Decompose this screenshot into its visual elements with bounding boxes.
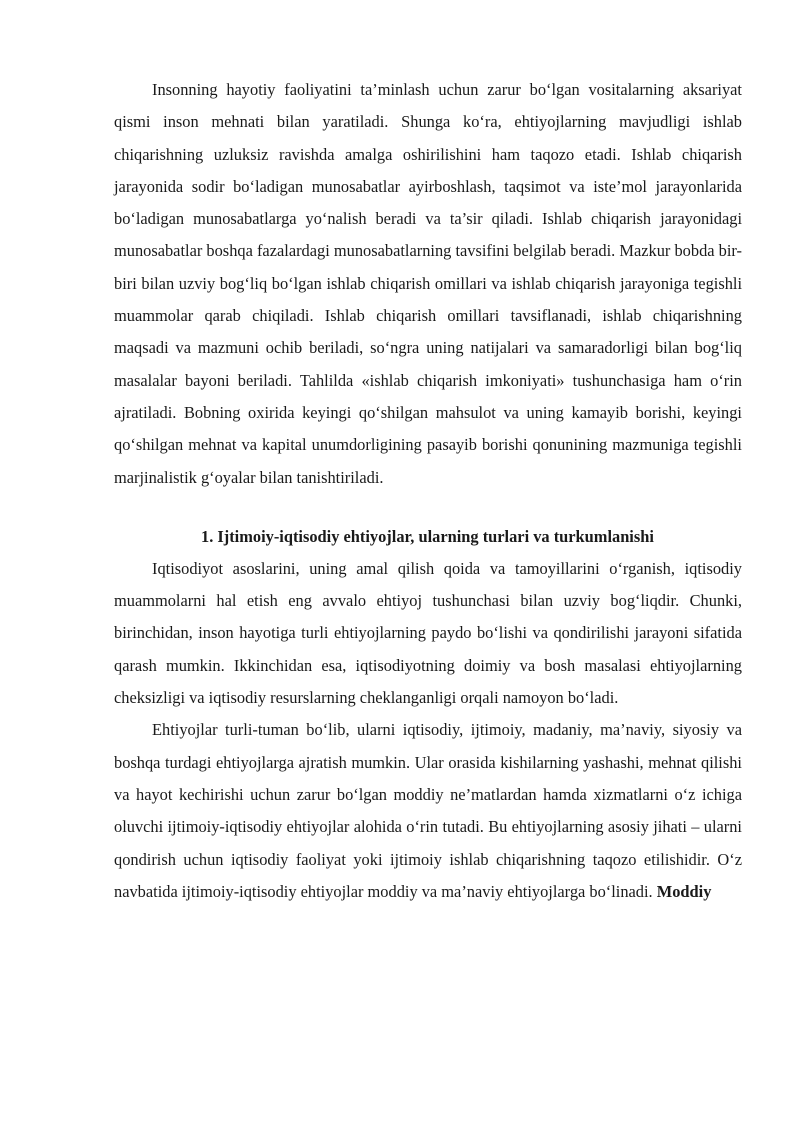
- section-heading: 1. Ijtimoiy-iqtisodiy ehtiyojlar, ularning turlari va turkumlanishi: [201, 526, 654, 546]
- bold-term-moddiy: Moddiy: [656, 881, 712, 901]
- body-paragraph-needs-definition: Iqtisodiyot asoslarini, uning amal qilish qoida va tamoyillarini o‘rganish, iqtisodiy muammolarni hal etish eng avvalo ehtiyoj tushunchasi bilan uzviy bog‘liqdir. Chunki, birinchidan, inson hayotiga turli ehtiyojlarning paydo bo‘lishi va qondirilishi jarayoni sifatida qarash mumkin. Ikkinchidan esa, iqtisodiyotning doimiy va bosh masalasi ehtiyojlarning cheksizligi va iqtisodiy resurslarning cheklanganligi orqali namoyon bo‘ladi.: [114, 558, 742, 708]
- body-paragraph-needs-types: [114, 714, 742, 908]
- document-page: [114, 74, 742, 908]
- body-paragraph-text: Ehtiyojlar turli-tuman bo‘lib, ularni iqtisodiy, ijtimoiy, madaniy, ma’naviy, siyosiy va boshqa turdagi ehtiyojlarga ajratish mumkin. Ular orasida kishilarning yashashi, mehnat qilishi va hayot kechirishi uchun zarur bo‘lgan moddiy ne’matlardan hamda xizmatlarni o‘z ichiga oluvchi ijtimoiy-iqtisodiy ehtiyojlar alohida o‘rin tutadi. Bu ehtiyojlarning asosiy jihati – ularni qondirish uchun iqtisodiy faoliyat yoki ijtimoiy ishlab chiqarishning taqozo etilishidir. O‘z navbatida ijtimoiy-iqtisodiy ehtiyojlar moddiy va ma’naviy ehtiyojlarga bo‘linadi.: [114, 720, 742, 901]
- intro-paragraph: Insonning hayotiy faoliyatini ta’minlash uchun zarur bo‘lgan vositalarning aksariyat qismi inson mehnati bilan yaratiladi. Shunga ko‘ra, ehtiyojlarning mavjudligi ishlab chiqarishning uzluksiz ravishda amalga oshirilishini ham taqozo etadi. Ishlab chiqarish jarayonida sodir bo‘ladigan munosabatlar ayirboshlash, taqsimot va iste’mol jarayonlarida bo‘ladigan munosabatlarga yo‘nalish beradi va ta’sir qiladi. Ishlab chiqarish jarayonidagi munosabatlar boshqa fazalardagi munosabatlarning tavsifini belgilab beradi. Mazkur bobda bir-biri bilan uzviy bog‘liq bo‘lgan ishlab chiqarish omillari va ishlab chiqarish jarayoniga tegishli muammolar qarab chiqiladi. Ishlab chiqarish omillari tavsiflanadi, ishlab chiqarishning maqsadi va mazmuni ochib beriladi, so‘ngra uning natijalari va samaradorligi bilan bog‘liq masalalar bayoni beriladi. Tahlilda «ishlab chiqarish imkoniyati» tushunchasiga ham o‘rin ajratiladi. Bobning oxirida keyingi qo‘shilgan mahsulot va uning kamayib borishi, keyingi qo‘shilgan mehnat va kapital unumdorligining pasayib borishi qonunining mazmuniga tegishli marjinalistik g‘oyalar bilan tanishtiriladi.: [114, 80, 742, 487]
